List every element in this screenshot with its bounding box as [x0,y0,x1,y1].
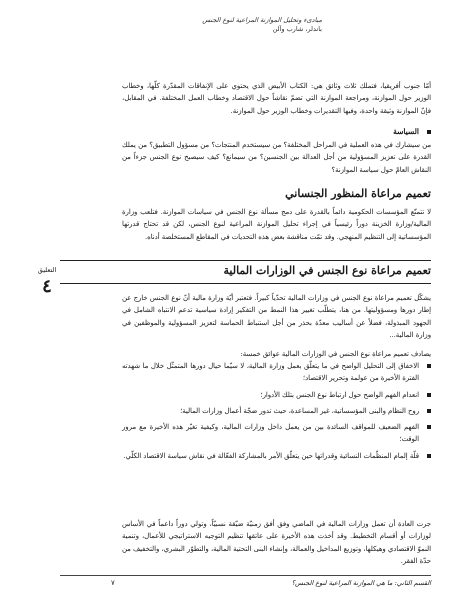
page-number: ٧ [111,579,115,587]
paragraph-3: لا تتمتّع المؤسسات الحكومية دائماً بالقدرة على دمج مسألة نوع الجنس في سياسات الموازنة. فتلعب وزارة المالية/وزارة الخزينة دوراً رئيسياً في إجراء تحليل الموازنة المراعية لنوع الجنس، لكن قد تحتاج قدرتها المؤسساتية إلى التنظيم المنهجي. وقد تمّت مناقشة بعض هذه التحديات في المقاطع المستخلصة أدناه. [122,208,431,241]
box-heading: تعميم مراعاة نوع الجنس في الوزارات المالية [223,264,431,277]
list-item: انعدام الفهم الواضح حول ارتباط نوع الجنس بتلك الأدوار؛ [122,389,431,401]
box-top-rule [60,260,431,261]
bullet-square-icon [427,130,431,134]
paragraph-4: يشكّل تعميم مراعاة نوع الجنس في وزارات المالية تحدّياً كبيراً. فتعتبر أيّة وزارة مالية أنّ نوع الجنس خارج عن إطار دورها ومسؤوليتها. من هنا، يتطلّب تغيير هذا النمط من التفكير إرادة سياسية تدعم الانتباه الشامل في الجهود المبذولة، فضلاً عن أساليب معدّة بحذر من أجل استنباط الحماسة لتعزيز المسؤولية والموظفين في وزارة المالية... [122,294,431,339]
list-item: الفهم الضعيف للمواقف السائدة بين من يعمل داخل وزارات المالية، وكيفية تغيّر هذه الأخيرة مع مرور الوقت؛ [122,421,431,446]
header-authors: باندلر، شارب وآلن [272,25,322,33]
footer-chapter: القسم الثاني: ما هي الموازنة المراعية لنوع الجنس؟ [291,579,431,587]
paragraph-5: يصادف تعميم مراعاة نوع الجنس في الوزارات المالية عوائق خمسة: [240,350,431,358]
obstacles-list [122,360,431,466]
margin-label: التعليق [37,266,57,274]
footer-rule [60,575,431,576]
margin-number: ٤ [42,276,52,297]
paragraph-2: من سيشارك في هذه العملية في المراحل المختلفة؟ من سيستخدم المنتجات؟ من مسؤول التطبيق؟ من يملك القدرة على تعزيز المسؤولية من أجل العدالة بين الجنسين؟ من سيمانع؟ كيف سيصبح نوع الجنس جزءاً من النقاش العامّ حول سياسة الموازنة؟ [122,141,431,174]
subheading-text: السياسة [393,127,419,136]
running-header [122,16,322,34]
list-item: الاخفاق إلى التحليل الواضح في ما يتعلّق بعمل وزارة المالية، لا سيّما حيال دورها المتمثّل خلال ما شهدته الفترة الأخيرة من عولمة وتحرير الاقتصاد؛ [122,360,431,385]
section-heading: تعميم مراعاة المنظور الجنساني [285,187,431,200]
box-heading-rule [60,283,431,284]
paragraph-1: أمّا جنوب أفريقيا، فتملك ثلاث وثائق هي: الكتاب الأبيض الذي يحتوي على الإنفاقات المقدّرة كلّها، وخطاب الوزير حول الموازنة، ومراجعة الموازنة التي تضمّ نقاشاً حول الاقتصاد وخطاب العمل المختلفة. في المقابل، فإنّ الموازنة وثيقة واحدة، وفيها التقديرات وخطاب الوزير حول الموازنة. [122,82,431,115]
paragraph-6: جرت العادة أن تعمل وزارات المالية في الماضي وفق أفق زمنيّة ضيّقة نسبيّاً، وتولي دوراً داعماً في الأساس لوزارات أو أقسام التخطيط. وقد أخذت هذه الأخيرة على عاتقها تنظيم التوجيه الاستراتيجي للأعمال، وتنمية النموّ الاقتصادي وهيكلها، وتوزيع المداخيل والعمالة، وإنشاء البنى التحتية المالية، والتطوّر البشري، والتخفيف من حدّة الفقر. [122,520,431,565]
list-item: روح النظام والبنى المؤسساتية، غير المساعدة، حيث تدور ضجّة أعمال وزارات المالية؛ [122,405,431,417]
list-item: قلّة إلمام المنظّمات النسائية وقدراتها حين يتعلّق الأمر بالمشاركة الفعّالة في نقاش سياسة الاقتصاد الكلّي. [122,450,431,462]
header-title: مبادىء وتحليل الموازنة المراعية لنوع الجنس [202,16,322,24]
subheading-policy [122,127,431,136]
